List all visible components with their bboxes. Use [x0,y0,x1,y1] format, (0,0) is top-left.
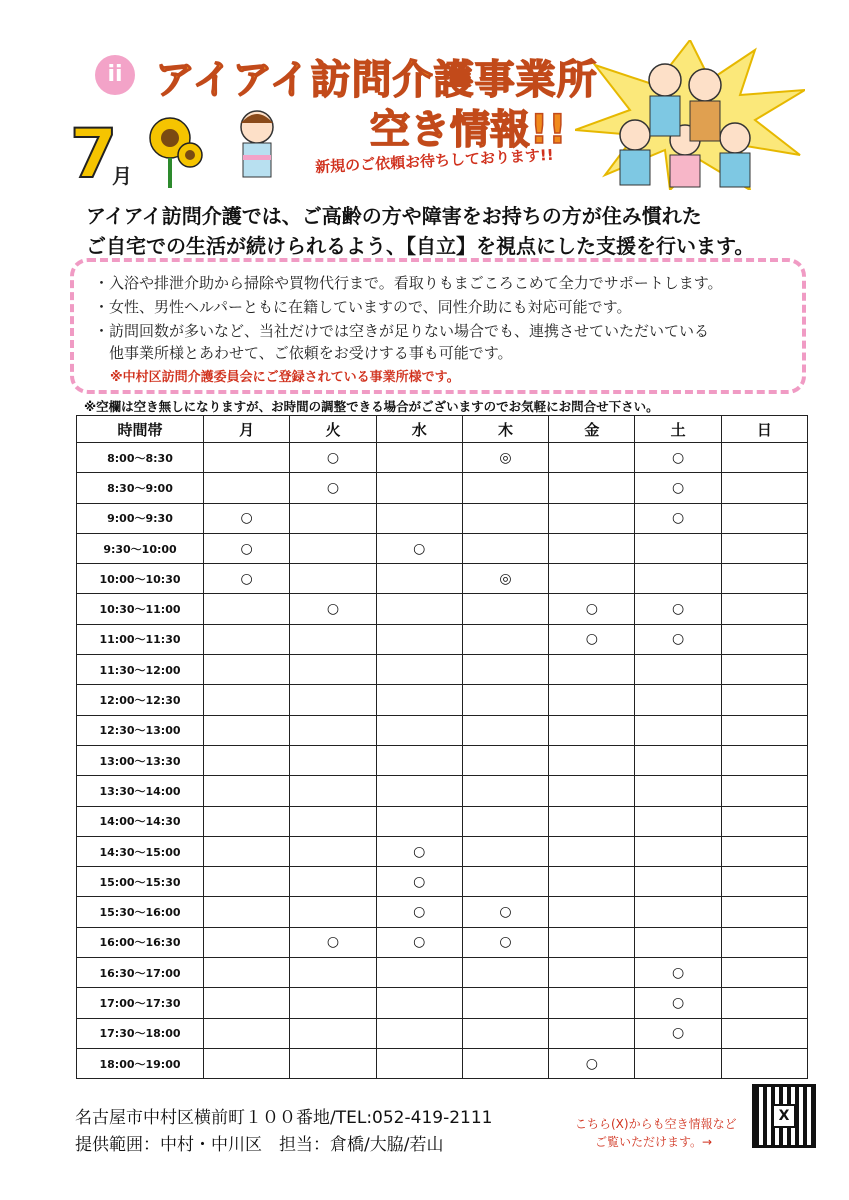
availability-cell [290,745,376,775]
availability-cell [635,1048,721,1078]
availability-cell [204,988,290,1018]
availability-cell [290,1048,376,1078]
availability-cell [721,594,807,624]
availability-cell [290,685,376,715]
availability-cell: ○ [290,594,376,624]
availability-cell [462,1018,548,1048]
availability-cell [204,473,290,503]
time-slot-cell: 17:00～17:30 [77,988,204,1018]
availability-cell [635,655,721,685]
availability-cell [721,927,807,957]
availability-cell [290,1018,376,1048]
time-slot-cell: 9:00～9:30 [77,503,204,533]
table-row [77,443,808,473]
availability-cell [549,685,635,715]
availability-cell [635,564,721,594]
registration-note: ※中村区訪問介護委員会にご登録されている事業所様です。 [110,370,460,385]
availability-cell [462,988,548,1018]
availability-cell [721,745,807,775]
availability-cell [290,806,376,836]
header-day: 木 [462,416,548,443]
availability-cell [204,836,290,866]
time-slot-cell: 15:00～15:30 [77,867,204,897]
availability-cell [462,867,548,897]
availability-cell [204,776,290,806]
staff-illustration [575,40,805,190]
availability-cell [549,836,635,866]
time-slot-cell: 8:00～8:30 [77,443,204,473]
availability-cell [549,1018,635,1048]
availability-cell [721,473,807,503]
availability-cell [462,776,548,806]
table-row [77,715,808,745]
availability-cell [635,533,721,563]
availability-cell [721,867,807,897]
availability-cell [290,776,376,806]
availability-cell: ○ [290,443,376,473]
table-row [77,958,808,988]
availability-cell: ○ [462,927,548,957]
intro-line-2: ご自宅での生活が続けられるよう、【自立】を視点にした支援を行います。 [86,234,755,258]
availability-cell: ○ [204,533,290,563]
x-link-note: こちら(X)からも空き情報など [575,1117,737,1131]
availability-cell [721,655,807,685]
table-row [77,897,808,927]
availability-cell [549,443,635,473]
table-row [77,685,808,715]
table-row [77,503,808,533]
availability-cell [290,836,376,866]
availability-cell [290,624,376,654]
intro-line-1: アイアイ訪問介護では、ご高齢の方や障害をお持ちの方が住み慣れた [86,204,702,228]
availability-cell [462,503,548,533]
availability-cell [376,564,462,594]
header-time-slot: 時間帯 [77,416,204,443]
availability-cell: ○ [635,958,721,988]
table-row [77,867,808,897]
availability-cell [204,927,290,957]
availability-cell [462,655,548,685]
time-slot-cell: 10:00～10:30 [77,564,204,594]
table-row [77,927,808,957]
time-slot-cell: 18:00～19:00 [77,1048,204,1078]
table-row [77,564,808,594]
availability-cell [290,564,376,594]
table-row [77,776,808,806]
availability-cell [549,564,635,594]
table-header-row [77,416,808,443]
sunflower-illustration [140,110,210,190]
availability-cell: ◎ [462,443,548,473]
time-slot-cell: 10:30～11:00 [77,594,204,624]
header-day: 日 [721,416,807,443]
availability-cell [721,836,807,866]
table-row [77,655,808,685]
availability-cell [549,988,635,1018]
availability-cell: ○ [204,564,290,594]
company-address: 名古屋市中村区横前町１００番地/TEL:052-419-2111 [75,1108,493,1128]
availability-cell [721,624,807,654]
availability-cell [635,745,721,775]
availability-cell [549,745,635,775]
availability-cell [290,533,376,563]
availability-cell [376,776,462,806]
availability-cell [549,533,635,563]
availability-cell: ○ [635,988,721,1018]
availability-cell [635,867,721,897]
availability-cell [204,1048,290,1078]
availability-cell [204,715,290,745]
page-title: アイアイ訪問介護事業所 [155,57,598,103]
table-row [77,806,808,836]
availability-cell [635,927,721,957]
availability-cell [204,806,290,836]
table-row [77,594,808,624]
month-label: 月 [112,164,132,188]
availability-cell: ○ [635,594,721,624]
page-title-sub: 空き情報!! [370,107,567,153]
availability-cell: ○ [549,594,635,624]
availability-cell [376,1018,462,1048]
service-info-box [70,258,806,394]
availability-cell: ○ [376,927,462,957]
availability-cell [549,958,635,988]
time-slot-cell: 14:00～14:30 [77,806,204,836]
availability-cell [549,776,635,806]
time-slot-cell: 13:30～14:00 [77,776,204,806]
availability-cell [462,473,548,503]
availability-cell [204,745,290,775]
table-note: ※空欄は空き無しになりますが、お時間の調整できる場合がございますのでお気軽にお問合せ下さい。 [84,399,659,414]
availability-cell [204,443,290,473]
availability-cell [462,533,548,563]
service-bullet: ・女性、男性ヘルパーともに在籍していますので、同性介助にも対応可能です。 [94,298,632,316]
availability-table [76,415,808,1079]
availability-cell [376,958,462,988]
table-row [77,1018,808,1048]
availability-cell [549,473,635,503]
availability-cell [635,806,721,836]
time-slot-cell: 16:30～17:00 [77,958,204,988]
availability-cell [721,776,807,806]
girl-illustration [225,105,295,185]
availability-cell: ◎ [462,564,548,594]
table-row [77,1048,808,1078]
availability-cell [721,988,807,1018]
service-area: 提供範囲：中村・中川区 担当：倉橋/大脇/若山 [75,1135,444,1155]
availability-cell [290,655,376,685]
availability-cell: ○ [462,897,548,927]
availability-cell [635,897,721,927]
availability-cell [290,897,376,927]
availability-cell [376,745,462,775]
table-row [77,836,808,866]
header-day: 金 [549,416,635,443]
header-day: 土 [635,416,721,443]
time-slot-cell: 15:30～16:00 [77,897,204,927]
availability-cell [290,867,376,897]
availability-cell [290,988,376,1018]
availability-cell [462,685,548,715]
availability-cell [462,958,548,988]
availability-cell [549,897,635,927]
availability-cell [549,503,635,533]
service-bullet: ・入浴や排泄介助から掃除や買物代行まで。看取りもまごころこめて全力でサポートします。 [94,274,723,292]
availability-cell [721,958,807,988]
availability-cell: ○ [376,533,462,563]
availability-cell [204,897,290,927]
x-link-note: ご覧いただけます。→ [595,1135,713,1149]
availability-cell [549,715,635,745]
availability-cell [462,594,548,624]
availability-cell [376,988,462,1018]
availability-cell [204,594,290,624]
availability-cell [376,655,462,685]
availability-cell [721,503,807,533]
availability-cell [635,715,721,745]
service-bullet: ・訪問回数が多いなど、当社だけでは空きが足りない場合でも、連携させていただいている [94,322,710,340]
availability-cell [290,715,376,745]
availability-cell [376,473,462,503]
subtitle-new-requests: 新規のご依頼お待ちしております!! [314,145,555,177]
availability-cell [204,867,290,897]
table-row [77,988,808,1018]
availability-cell [549,655,635,685]
availability-cell [462,806,548,836]
availability-cell [549,867,635,897]
availability-cell: ○ [376,897,462,927]
time-slot-cell: 13:00～13:30 [77,745,204,775]
time-slot-cell: 14:30～15:00 [77,836,204,866]
availability-cell [462,715,548,745]
table-row [77,473,808,503]
availability-cell: ○ [376,836,462,866]
availability-cell [635,685,721,715]
availability-cell [462,624,548,654]
availability-cell [721,1048,807,1078]
time-slot-cell: 12:30～13:00 [77,715,204,745]
availability-cell: ○ [549,1048,635,1078]
availability-cell [721,685,807,715]
availability-cell: ○ [549,624,635,654]
service-bullet: 他事業所様とあわせて、ご依頼をお受けする事も可能です。 [94,344,513,362]
time-slot-cell: 9:30～10:00 [77,533,204,563]
availability-cell [376,594,462,624]
availability-cell: ○ [635,473,721,503]
availability-cell: ○ [635,1018,721,1048]
availability-cell [376,1048,462,1078]
availability-cell [376,806,462,836]
availability-cell [204,655,290,685]
availability-cell [721,443,807,473]
header-day: 月 [204,416,290,443]
availability-cell [549,806,635,836]
availability-cell: ○ [635,443,721,473]
month-number: 7 [70,115,118,194]
availability-cell [376,443,462,473]
availability-cell [290,958,376,988]
availability-cell [549,927,635,957]
availability-cell [721,806,807,836]
availability-cell [721,715,807,745]
availability-cell: ○ [376,867,462,897]
availability-cell: ○ [204,503,290,533]
availability-cell: ○ [635,624,721,654]
availability-cell [721,897,807,927]
time-slot-cell: 8:30～9:00 [77,473,204,503]
table-row [77,624,808,654]
time-slot-cell: 11:30～12:00 [77,655,204,685]
availability-cell [204,958,290,988]
availability-cell [721,1018,807,1048]
availability-cell: ○ [290,927,376,957]
table-row [77,533,808,563]
availability-cell [376,715,462,745]
availability-cell [721,533,807,563]
availability-cell [204,624,290,654]
availability-cell [204,685,290,715]
availability-cell [462,836,548,866]
availability-cell [290,503,376,533]
availability-cell [635,836,721,866]
time-slot-cell: 17:30～18:00 [77,1018,204,1048]
availability-cell [721,564,807,594]
availability-cell [376,685,462,715]
availability-cell [462,1048,548,1078]
table-row [77,745,808,775]
availability-cell: ○ [635,503,721,533]
company-logo: ii [95,55,135,95]
availability-cell [376,624,462,654]
availability-cell [376,503,462,533]
time-slot-cell: 11:00～11:30 [77,624,204,654]
availability-cell [204,1018,290,1048]
header-day: 火 [290,416,376,443]
x-logo-icon: X [772,1104,796,1128]
availability-cell [635,776,721,806]
header-day: 水 [376,416,462,443]
availability-cell [462,745,548,775]
time-slot-cell: 16:00～16:30 [77,927,204,957]
time-slot-cell: 12:00～12:30 [77,685,204,715]
availability-cell: ○ [290,473,376,503]
